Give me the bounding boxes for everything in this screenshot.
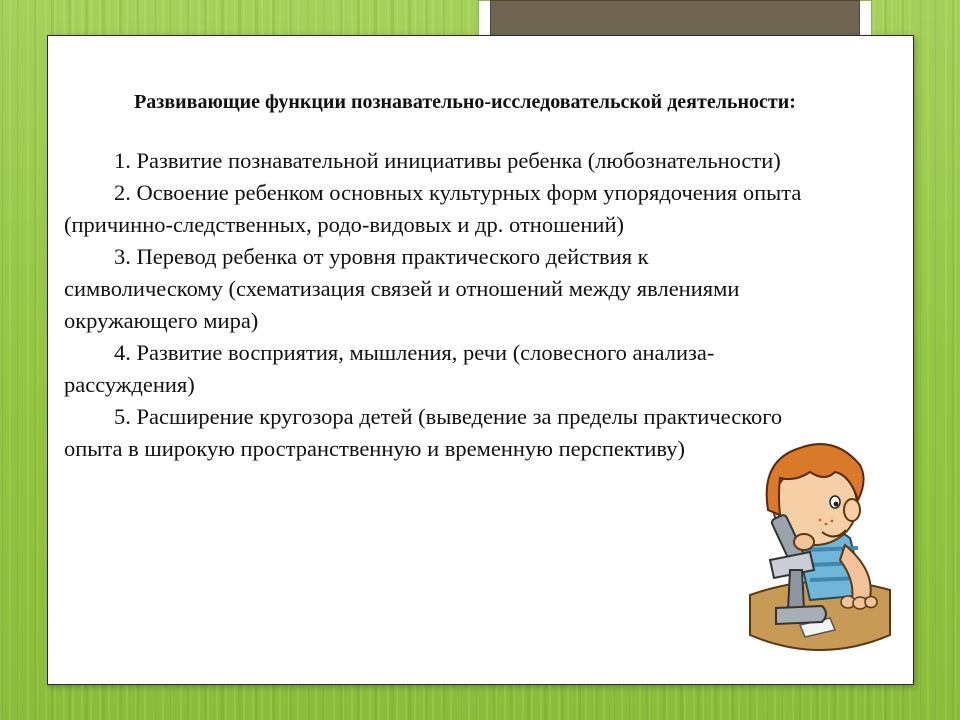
list-item: 3. Перевод ребенка от уровня практического действия к символическому (схематизация связей и отношений между явлениями окружающего мира): [64, 244, 740, 333]
list-item: 4. Развитие восприятия, мышления, речи (словесного анализа-рассуждения): [64, 340, 715, 397]
list-item: 2. Освоение ребенком основных культурных форм упорядочения опыта (причинно-следственных, родо-видовых и др. отношений): [64, 180, 802, 237]
functions-list: [64, 145, 804, 465]
slide-heading: Развивающие функции познавательно-исследовательской деятельности:: [134, 91, 796, 113]
boy-with-microscope-icon: [740, 420, 900, 660]
list-item: 5. Расширение кругозора детей (выведение за пределы практического опыта в широкую пространственную и временную перспективу): [64, 404, 783, 461]
list-item: 1. Развитие познавательной инициативы ребенка (любознательности): [114, 148, 781, 173]
